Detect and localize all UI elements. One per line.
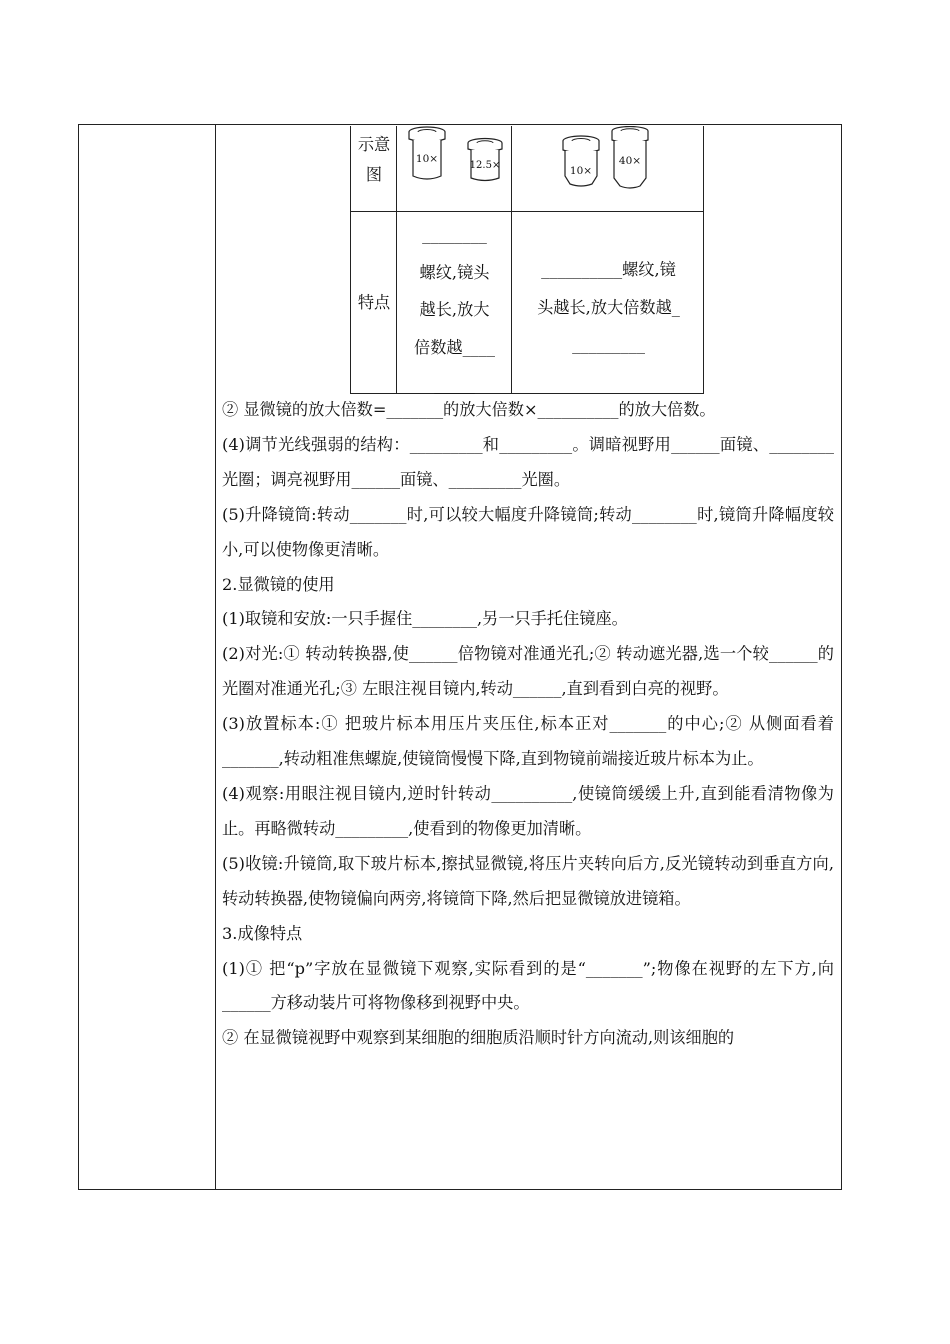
paragraph: (5)升降镜筒:转动_______时,可以较大幅度升降镜筒;转动________时,镜筒升降幅度较小,可以使物像更清晰。 — [222, 504, 834, 559]
objective-features — [517, 251, 700, 364]
eyepiece-12-5x-icon — [468, 139, 502, 181]
eyepiece-10x-label: 10× — [415, 153, 439, 165]
objective-diagram — [556, 126, 661, 208]
paragraph: ② 在显微镜视野中观察到某细胞的细胞质沿顺时针方向流动,则该细胞的 — [222, 1028, 735, 1048]
row-divider — [351, 211, 703, 212]
objective-feature-line: _________ — [572, 335, 645, 354]
paragraph: ② 显微镜的放大倍数=_______的放大倍数×__________的放大倍数。 — [222, 400, 716, 419]
diagram-label — [351, 130, 397, 190]
eyepiece-feature-line: ________ — [422, 225, 487, 244]
objective-feature-line: 头越长,放大倍数越_ — [537, 297, 680, 317]
objective-40x-label: 40× — [618, 155, 642, 167]
eyepiece-feature-line: 螺纹,镜头 — [419, 262, 490, 282]
eyepiece-feature-line: 越长,放大 — [419, 300, 490, 319]
lens-comparison-table — [350, 126, 704, 394]
paragraph: (4)观察:用眼注视目镜内,逆时针转动__________,使镜筒缓缓上升,直到能看清物像为止。再略微转动_________,使看到的物像更加清晰。 — [222, 783, 834, 838]
diagram-label-line-2: 图 — [365, 165, 383, 184]
objective-40x-icon — [612, 127, 648, 189]
eyepiece-diagram — [403, 126, 507, 208]
body-text — [222, 393, 834, 1056]
eyepiece-feature-line: 倍数越____ — [414, 337, 495, 357]
eyepiece-features — [403, 216, 506, 404]
paragraph: (1)取镜和安放:一只手握住________,另一只手托住镜座。 — [222, 609, 628, 629]
objective-10x-label: 10× — [569, 165, 593, 177]
paragraph: (4)调节光线强弱的结构：_________和_________。调暗视野用______面镜、________光圈；调亮视野用______面镜、_________光圈。 — [222, 434, 834, 489]
paragraph: (2)对光:① 转动转换器,使______倍物镜对准通光孔;② 转动遮光器,选一个较______的光圈对准通光孔;③ 左眼注视目镜内,转动______,直到看到白亮的视野。 — [222, 644, 834, 699]
table-right-border — [841, 124, 842, 1190]
objective-feature-line: __________螺纹,镜 — [541, 260, 676, 279]
paragraph: (5)收镜:升镜筒,取下玻片标本,擦拭显微镜,将压片夹转向后方,反光镜转动到垂直方向,转动转换器,使物镜偏向两旁,将镜筒下降,然后把显微镜放进镜箱。 — [222, 853, 834, 908]
section-heading: 3.成像特点 — [222, 923, 303, 943]
objective-10x-icon — [563, 136, 599, 186]
table-bottom-border — [78, 1189, 842, 1190]
table-left-border — [78, 124, 79, 1190]
features-label: 特点 — [357, 293, 391, 312]
section-heading: 2.显微镜的使用 — [222, 574, 335, 594]
diagram-label-line-1: 示意 — [357, 135, 391, 154]
eyepiece-10x-icon — [409, 127, 445, 179]
eyepiece-12-5x-label: 12.5× — [469, 160, 501, 171]
paragraph: (1)① 把“p”字放在显微镜下观察,实际看到的是“_______”;物像在视野的左下方,向______方移动装片可将物像移到视野中央。 — [222, 958, 834, 1013]
table-column-divider — [215, 124, 216, 1190]
paragraph: (3)放置标本:① 把玻片标本用压片夹压住,标本正对_______的中心;② 从侧面看着_______,转动粗准焦螺旋,使镜筒慢慢下降,直到物镜前端接近玻片标本为止。 — [222, 714, 834, 769]
eyepiece-feature-line: _____ — [434, 375, 475, 394]
